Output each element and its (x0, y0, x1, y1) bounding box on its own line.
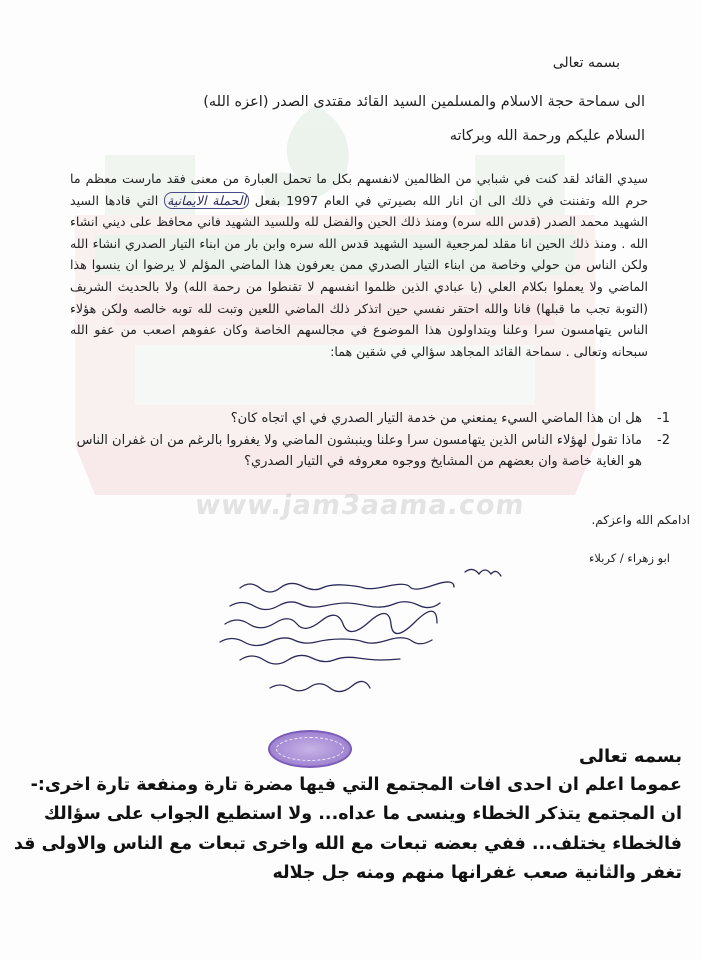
question-number: 2- (657, 432, 670, 448)
question-item (60, 408, 670, 430)
letter-body-part1: سيدي القائد لقد كنت في شبابي من الظالمين لانفسهم بكل ما تحمل العبارة من معنى فقد مارست معظم ما حرم الله وتفننت في ذلك الى ان انار الله بصيرتي في العام 1997 بفعل (70, 171, 648, 208)
reply-title: بسمه تعالى (579, 746, 682, 767)
question-text: ماذا تقول لهؤلاء الناس الذين يتهامسون سرا وعلنا وينبشون الماضي ولا يغفروا بالرغم من ان غفران الناس هو الغاية خاصة وان بعضهم من المشايخ ووجوه معروفه في التيار الصدري؟ (76, 432, 642, 469)
handwritten-reply-scribble (210, 560, 510, 700)
letter-body-part2: التي قادها السيد الشهيد محمد الصدر (قدس الله سره) ومنذ ذلك الحين والفضل لله وللسيد الشهيد فاني محافظ على ديني انشاء الله . ومنذ ذلك الحين انا مقلد لمرجعية السيد الشهيد قدس الله سره وابن بار من ابناء التيار الصدري انشاء الله ولكن الناس من حولي وخاصة من ابناء التيار الصدري ممن يعرفون هذا الماضي المؤلم لا يرضوا ان ينسوا هذا الماضي ولا يعملوا بكلام العلي (يا عبادي الذين ظلموا انفسهم لا تقنطوا من رحمة الله) ولا بالحديث الشريف (التوبة تجب ما قبلها) فانا والله احتقر نفسي حين اتذكر ذلك الماضي اللعين وتبت لله توبه خالصه ولكن هؤلاء الناس يتهامسون سرا وعلنا ويتداولون هذا الموضوع في مجالسهم الخاصة وكان عفوهم اصعب من عفو الله سبحانه وتعالى . سماحة القائد المجاهد سؤالي في شقين هما: (70, 192, 648, 359)
watermark-url: www.jam3aama.com (193, 490, 527, 521)
question-number: 1- (657, 411, 670, 426)
question-text: هل ان هذا الماضي السيء يمنعني من خدمة التيار الصدري في اي اتجاه كان؟ (230, 411, 642, 426)
typed-reply (10, 742, 682, 888)
letter-salutation: بسمه تعالى (552, 55, 620, 71)
letter-questions (60, 408, 670, 473)
letter-greeting: السلام عليكم ورحمة الله وبركاته (449, 128, 645, 144)
letter-recipient: الى سماحة حجة الاسلام والمسلمين السيد القائد مقتدى الصدر (اعزه الله) (203, 94, 645, 110)
letter-body (70, 168, 648, 362)
question-item (60, 430, 670, 473)
letter-signer: ابو زهراء / كربلاء (588, 551, 670, 565)
letter-closing: ادامكم الله واعزكم. (591, 513, 690, 527)
handwritten-circled-word: الحملة الايمانية (164, 192, 249, 209)
reply-text: عموما اعلم ان احدى افات المجتمع التي فيها مضرة تارة ومنفعة تارة اخرى:- ان المجتمع يتذكر الخطاء وينسى ما عداه... ولا استطيع الجواب على سؤالك فالخطاء يختلف... ففي بعضه تبعات مع الله واخرى تبعات مع الناس والاولى قد تغفر والثانية صعب غفرانها منهم ومنه جل جلاله (13, 775, 682, 883)
